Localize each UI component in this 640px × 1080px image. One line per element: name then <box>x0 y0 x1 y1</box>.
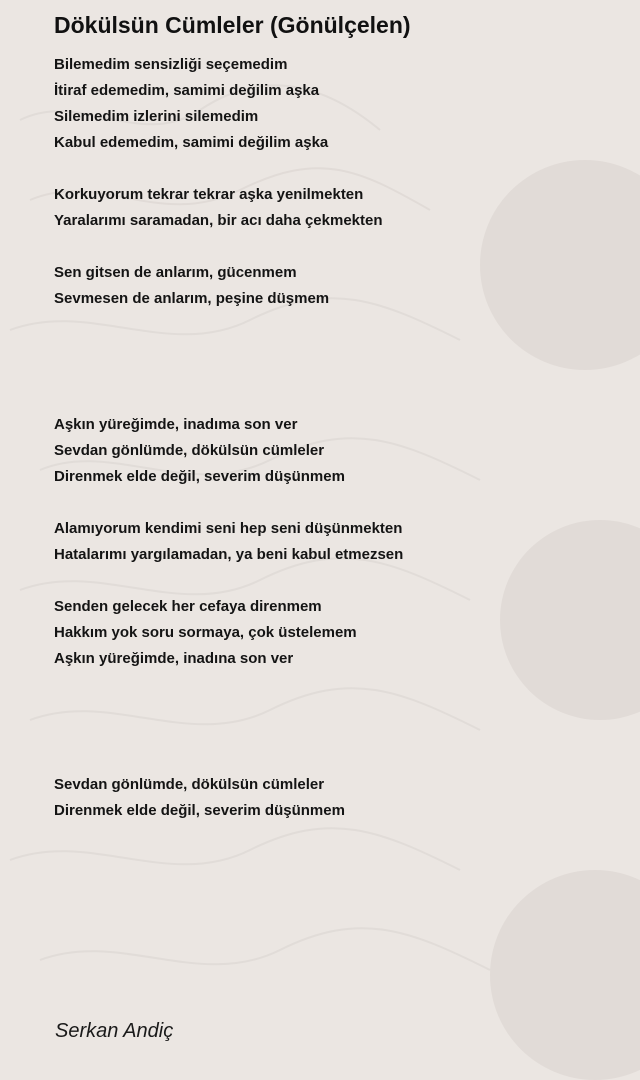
poem-line: Korkuyorum tekrar tekrar aşka yenilmekten <box>54 186 364 203</box>
poem-line: Hatalarımı yargılamadan, ya beni kabul etmezsen <box>54 546 404 563</box>
poem-line: Aşkın yüreğimde, inadına son ver <box>54 650 294 667</box>
poem-line: İtiraf edemedim, samimi değilim aşka <box>54 82 320 99</box>
poem-line: Aşkın yüreğimde, inadıma son ver <box>54 416 298 433</box>
poem-line: Sevmesen de anlarım, peşine düşmem <box>54 290 330 307</box>
poem-line: Direnmek elde değil, severim düşünmem <box>54 802 345 819</box>
poem-line: Senden gelecek her cefaya direnmem <box>54 598 322 615</box>
poem-title: Dökülsün Cümleler (Gönülçelen) <box>54 12 411 38</box>
poem-author: Serkan Andiç <box>55 1020 174 1042</box>
poem-line: Bilemedim sensizliği seçemedim <box>54 56 288 73</box>
poem-line: Sen gitsen de anlarım, gücenmem <box>54 264 297 281</box>
poem-line: Sevdan gönlümde, dökülsün cümleler <box>54 442 325 459</box>
poem-line: Kabul edemedim, samimi değilim aşka <box>54 134 329 151</box>
poem-line: Yaralarımı saramadan, bir acı daha çekmekten <box>54 212 383 229</box>
poem-line: Hakkım yok soru sormaya, çok üstelemem <box>54 624 357 641</box>
poem-line: Direnmek elde değil, severim düşünmem <box>54 468 345 485</box>
poem-line: Silemedim izlerini silemedim <box>54 108 259 125</box>
poem-line: Sevdan gönlümde, dökülsün cümleler <box>54 776 325 793</box>
poem-line: Alamıyorum kendimi seni hep seni düşünmekten <box>54 520 403 537</box>
